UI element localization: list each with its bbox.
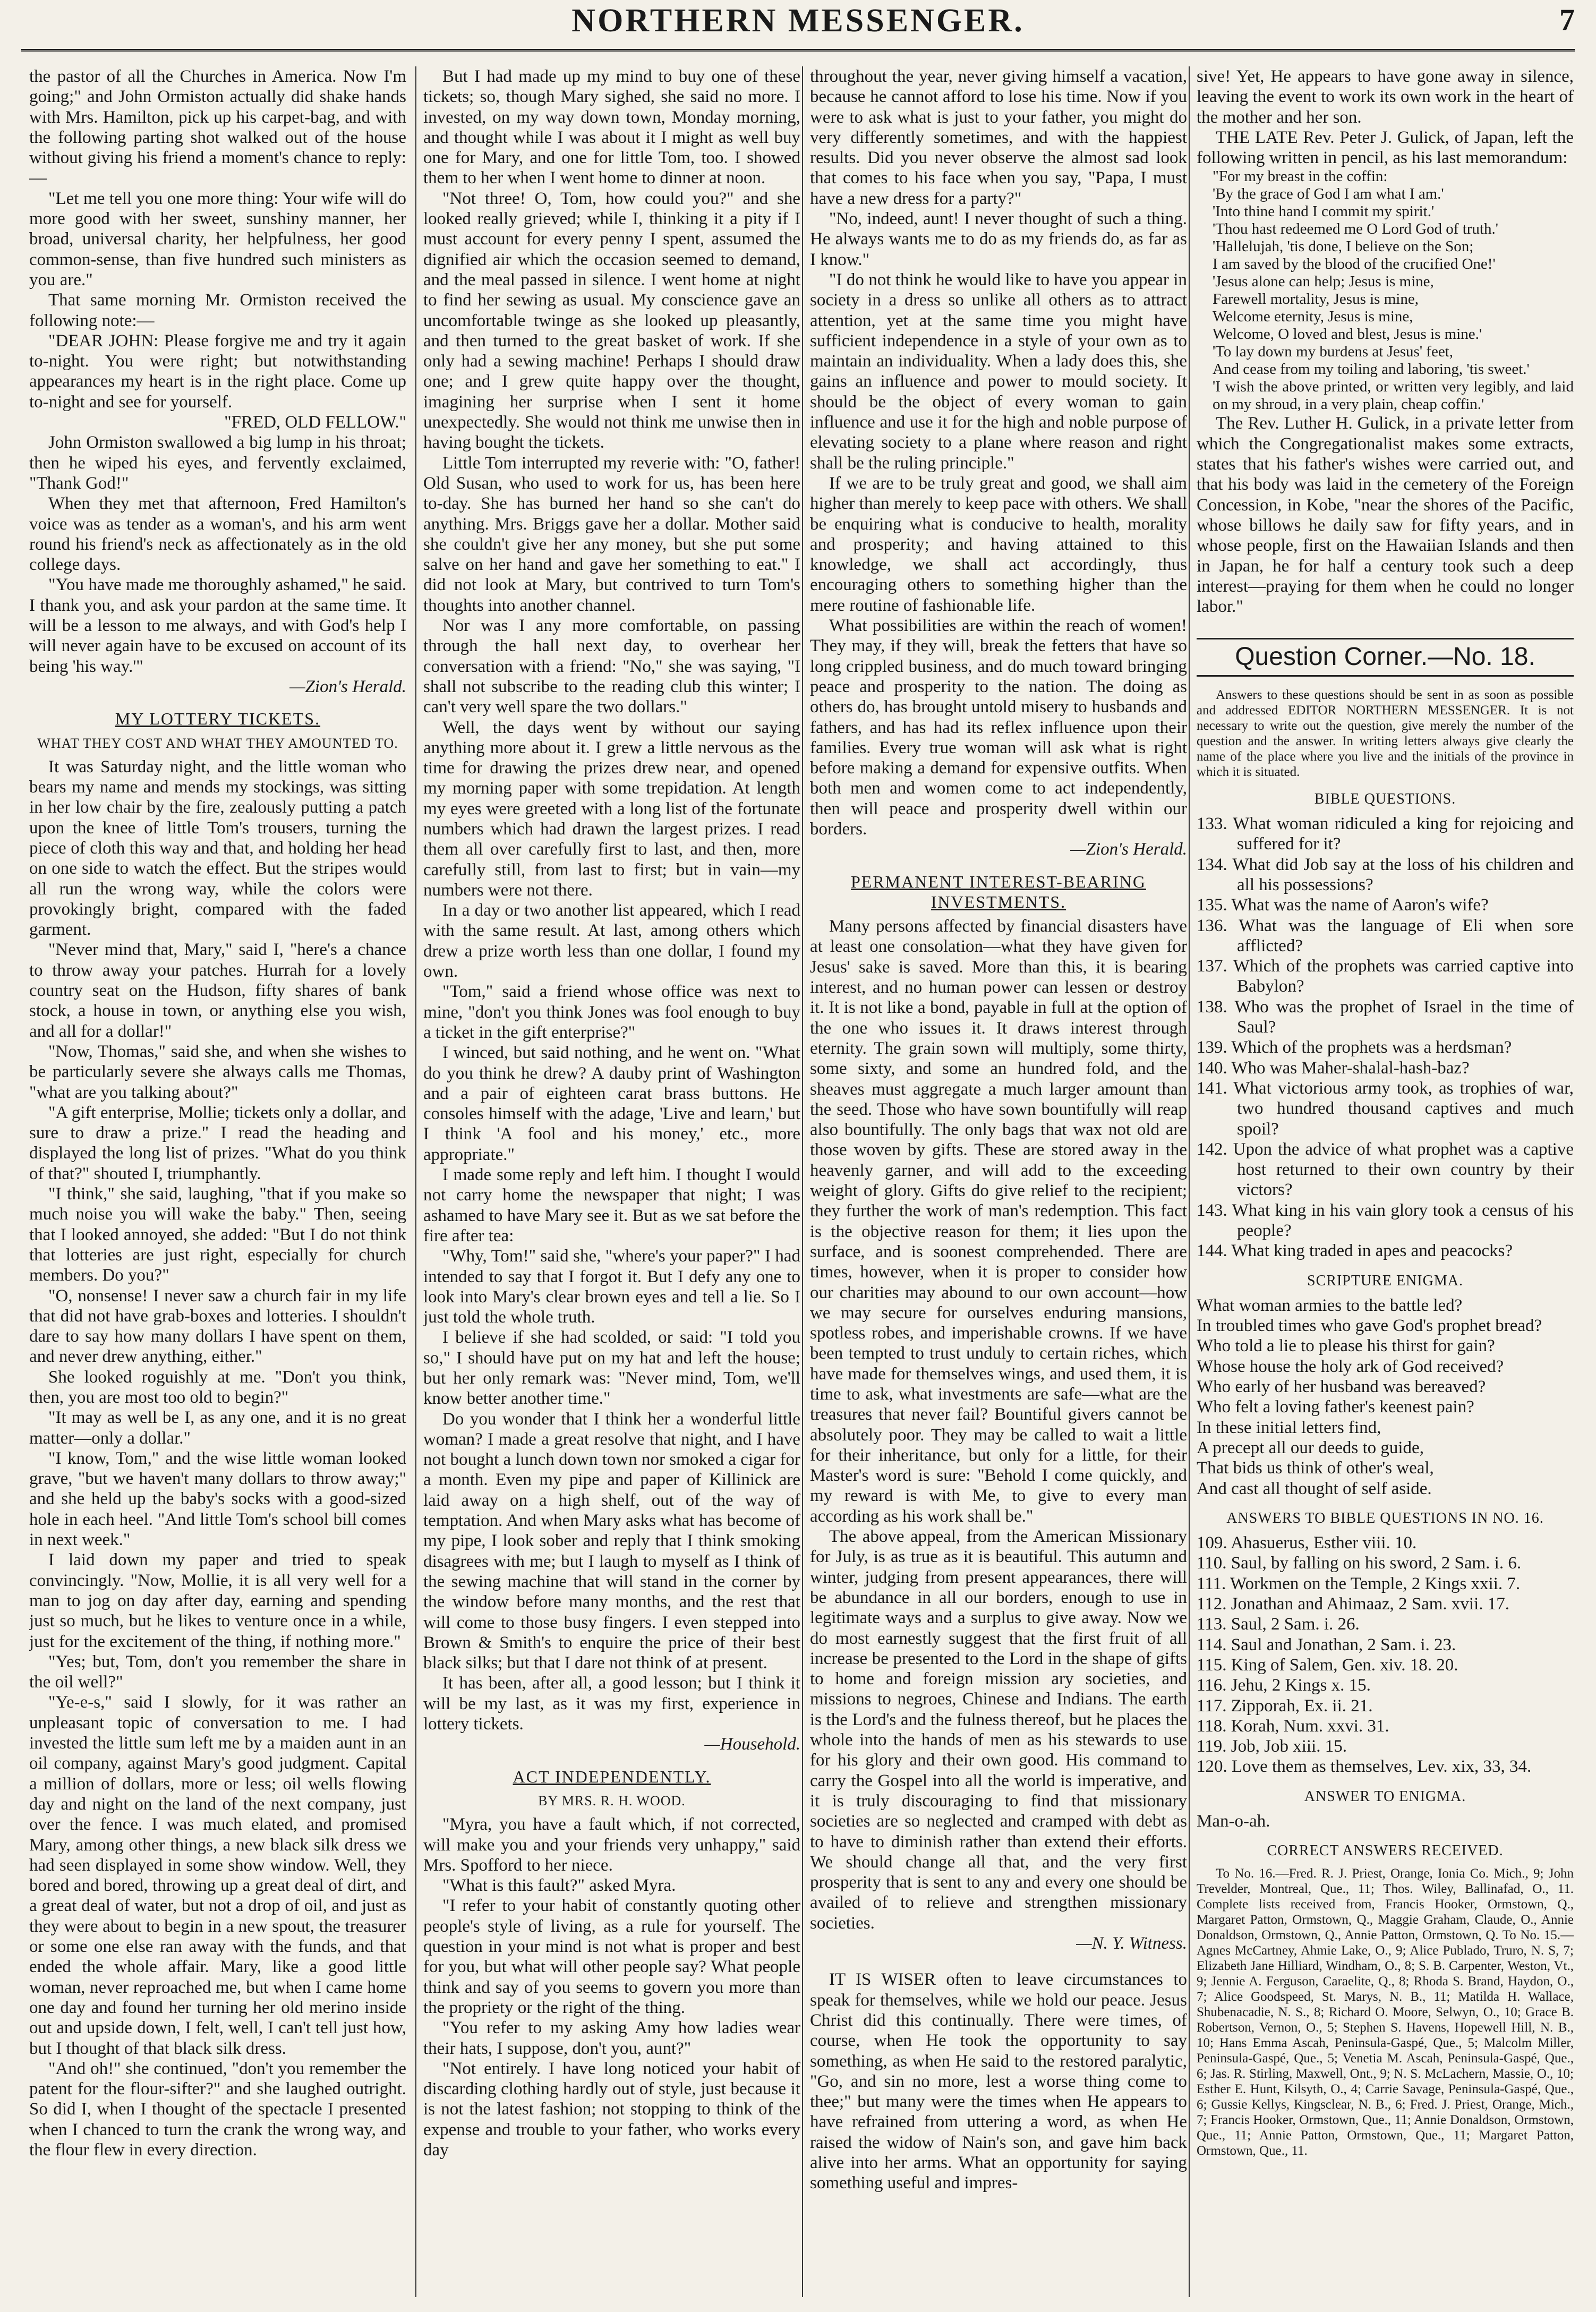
paragraph: "Never mind that, Mary," said I, "here's a chance to throw away your patches. Hurrah for a lovely country seat on the Hudson, fifty shares of bank stock, a house in town, or anything else you wish, and all for a dollar!" [29,940,406,1041]
paragraph: I made some reply and left him. I thought I would not carry home the newspaper that night; I was ashamed to have Mary see it. But as we sat before the fire after tea: [423,1165,800,1245]
answer-item: 110. Saul, by falling on his sword, 2 Sam. i. 6. [1197,1554,1522,1573]
section-heading: SCRIPTURE ENIGMA. [1307,1272,1463,1289]
paragraph: When they met that afternoon, Fred Hamilton's voice was as tender as a woman's, and his arm went round his friend's neck as affectionately as in the old college days. [29,494,406,575]
verse-line: Welcome, O loved and blest, Jesus is mine.' [1213,326,1482,343]
article-source: —Household. [704,1735,800,1754]
paragraph: "Not entirely. I have long noticed your habit of discarding clothing hardly out of style, just because it is not the latest fashion; not stopping to think of the expense and trouble to your father, who works every day [423,2059,800,2160]
paragraph: It has been, after all, a good lesson; but I think it will be my last, as it was my first, experience in lottery tickets. [423,1674,800,1734]
paragraph: That same morning Mr. Ormiston received the following note:— [29,291,406,330]
paragraph: "And oh!" she continued, "don't you remember the patent for the flour-sifter?" and she laughed outright. So did I, when I thought of the spectacle I presented when I chanced to turn the crank the wrong way, and the flour flew in every direction. [29,2059,406,2160]
answers-list [1197,1533,1574,1777]
verse-line: 'Into thine hand I commit my spirit.' [1213,203,1435,220]
paragraph: "O, nonsense! I never saw a church fair in my life that did not have grab-boxes and lotteries. I shouldn't dare to say how many dollars I have spent on them, and never drew anything, either." [29,1286,406,1367]
scripture-enigma [1197,1295,1574,1499]
paragraph: "I think," she said, laughing, "that if you make so much noise you will wake the baby." Then, seeing that I looked annoyed, she added: "But I do not think that lotteries are just right, especially for church members. Do you?" [29,1184,406,1285]
question-item: 137. Which of the prophets was carried captive into Babylon? [1197,957,1574,996]
paragraph: "Now, Thomas," said she, and when she wishes to be particularly severe she always calls me Thomas, "what are you talking about?" [29,1042,406,1102]
verse-line: And cease from my toiling and laboring, 'tis sweet.' [1213,361,1530,378]
paragraph: "Why, Tom!" said she, "where's your paper?" I had intended to say that I forgot it. But I defy any one to look into Mary's clear brown eyes and tell a lie. So I just told the whole truth. [423,1247,800,1327]
column-divider [415,66,416,2297]
enigma-line: What woman armies to the battle led? [1197,1295,1463,1315]
paragraph: "It may as well be I, as any one, and it is no great matter—only a dollar." [29,1408,406,1448]
verse-line: 'Thou hast redeemed me O Lord God of truth.' [1213,220,1498,238]
paragraph: I winced, but said nothing, and he went on. "What do you think he drew? A dauby print of Washington and a pair of eighteen carat brass buttons. He consoles himself with the adage, 'Live and learn,' but I think 'A fool and his money,' etc., more appropriate." [423,1043,800,1164]
enigma-line: Who told a lie to please his thirst for gain? [1197,1336,1495,1356]
paragraph: "Ye-e-s," said I slowly, for it was rather an unpleasant topic of conversation to me. I had invested the little sum left me by a maiden aunt in an oil company, against Mary's good judgment. Capital a million of dollars, more or less; oil wells flowing day and night on the land of the next company, just over the fence. I was much elated, and promised Mary, among other things, a new black silk dress we had seen displayed in some show window. Well, they bored and bored, throwing up a great deal of dirt, and a great deal of water, but not a drop of oil, and just as they were about to begin in a new spout, the treasurer or some one else ran away with the funds, and that ended the whole affair. Mary, like a good little woman, never reproached me, but when I came home one day and found her turning her old merino inside out and upside down, I felt, well, I can't tell just how, but I thought of that black silk dress. [29,1693,406,2058]
verse-line: 'To lay down my burdens at Jesus' feet, [1213,343,1453,361]
question-item: 141. What victorious army took, as trophies of war, two hundred thousand captives and much spoil? [1197,1078,1574,1139]
answer-item: 115. King of Salem, Gen. xiv. 18. 20. [1197,1655,1458,1675]
paragraph: If we are to be truly great and good, we shall aim higher than merely to keep pace with others. We shall be enquiring what is conducive to health, morality and prosperity; and having attained to this knowledge, we shall act accordingly, thus encouraging others to something higher than the mere routine of fashionable life. [810,473,1187,615]
paragraph: "No, indeed, aunt! I never thought of such a thing. He always wants me to do as my friends do, as far as I know." [810,209,1187,269]
paragraph: Do you wonder that I think her a wonderful little woman? I made a great resolve that night, and I have not bought a lunch down town nor smoked a cigar for a month. Even my pipe and paper of Killinick are laid away on a high shelf, out of the way of temptation. And when Mary asks what has become of my pipe, I look sober and reply that I think smoking disagrees with me; but I laugh to myself as I think of the sewing machine that will stand in the corner by the window before many months, and the rest that will come to those busy fingers. I even stepped into Brown & Smith's to enquire the price of their best black silks; but that I dare not think of at present. [423,1409,800,1673]
section-heading: ANSWER TO ENIGMA. [1304,1788,1466,1805]
article-subheading: WHAT THEY COST AND WHAT THEY AMOUNTED TO. [37,735,398,751]
paragraph: John Ormiston swallowed a big lump in his throat; then he wiped his eyes, and fervently exclaimed, "Thank God!" [29,433,406,493]
question-item: 134. What did Job say at the loss of his children and all his possessions? [1197,855,1574,894]
paragraph: It was Saturday night, and the little woman who bears my name and mends my stockings, was sitting in her low chair by the fire, zealously putting a patch upon the knee of little Tom's trousers, turning the piece of cloth this way and that, and holding her head on one side to watch the effect. But the stripes would all run the wrong way, while the colors were provokingly bright, compared with the faded garment. [29,757,406,940]
question-item: 142. Upon the advice of what prophet was a captive host returned to their own country by their victors? [1197,1139,1574,1200]
column-4 [1197,66,1574,2297]
question-item: 136. What was the language of Eli when sore afflicted? [1197,916,1574,955]
column-1 [29,66,406,2297]
paragraph: "Tom," said a friend whose office was next to mine, "don't you think Jones was fool enough to buy a ticket in the gift enterprise?" [423,982,800,1042]
paragraph: "I refer to your habit of constantly quoting other people's style of living, as a rule for yourself. The question in your mind is not what is proper and best for you, but what will other people say? What people think and say of you seems to govern you more than the propriety or the right of the thing. [423,1896,800,2017]
question-item: 144. What king traded in apes and peacocks? [1197,1241,1513,1261]
paragraph: "You refer to my asking Amy how ladies wear their hats, I suppose, don't you, aunt?" [423,2018,800,2058]
paragraph: In a day or two another list appeared, which I read with the same result. At last, among others which drew a prize worth less than one dollar, I found my own. [423,901,800,982]
paragraph: Little Tom interrupted my reverie with: "O, father! Old Susan, who used to work for us, has been here to-day. She has burned her hand so she can't do anything. Mrs. Briggs gave her a dollar. Mother said she couldn't give her any money, but she put some salve on her hand and gave her something to eat." I did not look at Mary, but contrived to turn Tom's thoughts into another channel. [423,453,800,615]
paragraph: "You have made me thoroughly ashamed," he said. I thank you, and ask your pardon at the same time. It will be a lesson to me always, and with God's help I will never again have to be excused on account of its being 'his way.'" [29,575,406,676]
paragraph: Well, the days went by without our saying anything more about it. I grew a little nervous as the time for drawing the prizes drew near, and opened my morning paper with some trepidation. At length my eyes were greeted with a long list of the fortunate numbers which had drawn the largest prizes. I read them all over carefully first to last, and then, more carefully still, from last to first; but in vain—my numbers were not there. [423,718,800,900]
enigma-line: Whose house the holy ark of God received? [1197,1357,1504,1376]
question-corner-note: Answers to these questions should be sent in as soon as possible and addressed EDITOR NORTHERN MESSENGER. It is not necessary to write out the question, give merely the number of the question and the answer. In writing letters always give clearly the name of the place where you live and the initials of the province in which it is situated. [1197,687,1574,779]
paragraph: sive! Yet, He appears to have gone away in silence, leaving the event to work its own work in the heart of the mother and her son. [1197,67,1574,127]
question-item: 139. Which of the prophets was a herdsman? [1197,1038,1512,1057]
question-item: 138. Who was the prophet of Israel in the time of Saul? [1197,997,1574,1037]
enigma-line: That bids us think of other's weal, [1197,1458,1434,1478]
article-heading: ACT INDEPENDENTLY. [513,1767,711,1786]
paragraph: "Yes; but, Tom, don't you remember the share in the oil well?" [29,1652,406,1692]
paragraph: The above appeal, from the American Missionary for July, is as true as it is beautiful. This autumn and winter, judging from present appearances, there will be abundance in all our borders, enough to use in legitimate ways and a surplus to give away. Now we do most earnestly suggest that the first fruit of all increase be presented to the Lord in the shape of gifts to home and foreign mission ary societies, and missions to negroes, Chinese and Indians. The earth is the Lord's and the fulness thereof, but he places the whole into the hands of men as his stewards to use for his glory and their own good. His command to carry the Gospel into all the world is imperative, and it is truly discouraging to find that missionary societies are so neglected and cramped with debt as to have to diminish rather than extend their efforts. We should change all that, and the very first prosperity that is sent to any and every one should be availed of to relieve and strengthen missionary societies. [810,1527,1187,1933]
enigma-line: And cast all thought of self aside. [1197,1479,1432,1498]
question-item: 135. What was the name of Aaron's wife? [1197,895,1489,915]
column-3 [810,66,1187,2297]
section-heading: CORRECT ANSWERS RECEIVED. [1267,1842,1504,1859]
answer-item: 118. Korah, Num. xxvi. 31. [1197,1716,1389,1736]
answer-item: 109. Ahasuerus, Esther viii. 10. [1197,1533,1417,1553]
paragraph: "I do not think he would like to have you appear in society in a dress so unlike all others as to attract attention, yet at the same time you might have sufficient independence in a style of your own as to maintain an individuality. When a lady does this, she gains an influence and power to mould society. It should be the object of every woman to gain influence and use it for the high and noble purpose of elevating society to a plane where reason and right shall be the ruling principle." [810,270,1187,473]
section-heading: ANSWERS TO BIBLE QUESTIONS IN NO. 16. [1226,1509,1544,1526]
correct-answers-list: To No. 16.—Fred. R. J. Priest, Orange, Ionia Co. Mich., 9; John Trevelder, Montreal, Que., 11; Thos. Wiley, Ballinafad, O., 11. Complete lists received from, Francis Hooker, Ormstown, Q., Margaret Patton, Ormstown, Q., Maggie Graham, Claude, O., Annie Donaldson, Ormstown, Q., Annie Patton, Ormstown, Q. To No. 15.—Agnes McCartney, Ahmie Lake, O., 9; Alice Publado, Truro, N. S, 7; Elizabeth Jane Hilliard, Windham, O., 8; S. B. Carpenter, Weston, Vt., 9; Jennie A. Ferguson, Caraelite, Q., 8; Rhoda S. Brand, Haydon, O., 7; Alice Goodspeed, St. Marys, N. B., 11; Matilda H. Wallace, Shubenacadie, N. S., 8; Richard O. Moore, Selwyn, O., 10; Grace B. Robertson, Vernon, O., 5; Stephen S. Havens, Hopewell Hill, N. B., 10; Hans Emma Ascah, Peninsula-Gaspé, Que., 5; Malcolm Miller, Peninsula-Gaspé, Que., 5; Venetia M. Ascah, Peninsula-Gaspé, Que., 6; Jas. R. Stirling, Maxwell, Ont., 9; N. S. McLachern, Massie, O., 10; Esther E. Hunt, Kilsyth, O., 4; Carrie Savage, Peninsula-Gaspé, Que., 6; Gussie Kellys, Kingsclear, N. B., 6; Fred. J. Priest, Orange, Mich., 7; Francis Hooker, Ormstown, Que., 11; Annie Donaldson, Ormstown, Que., 11; Annie Patton, Ormstown, Que., 11; Margaret Patton, Ormstown, Que., 11. [1197,1866,1574,2158]
answer-item: 113. Saul, 2 Sam. i. 26. [1197,1615,1360,1634]
paragraph: "Myra, you have a fault which, if not corrected, will make you and your friends very unhappy," said Mrs. Spofford to her niece. [423,1815,800,1875]
verse-line: Farewell mortality, Jesus is mine, [1213,291,1419,308]
answer-item: 120. Love them as themselves, Lev. xix, 33, 34. [1197,1757,1532,1777]
verse-line: 'By the grace of God I am what I am.' [1213,185,1444,203]
paragraph: But I had made up my mind to buy one of these tickets; so, though Mary sighed, she said no more. I invested, on my way down town, Monday morning, and thought while I was about it I might as well buy one for Mary, and one for little Tom, too. I showed them to her when I went home to dinner at noon. [423,67,800,188]
verse-line: I am saved by the blood of the crucified One!' [1213,255,1496,273]
paragraph: Many persons affected by financial disasters have at least one consolation—what they have given for Jesus' sake is saved. More than this, it is bearing interest, and no human power can lessen or destroy it. It is not like a bond, payable in full at the option of the one who issues it. It draws interest through eternity. The grain sown will multiply, some thirty, some sixty, and some an hundred fold, and the sheaves must aggregate a much larger amount than the seed. Those who have sown bountifully will reap also bountifully. The only bags that wax not old are those woven by gifts. These are stored away in the heavenly garner, and will add to the exceeding weight of glory. Gifts do give relief to the recipient; they further the work of man's redemption. This fact is the objective reason for them; it lies upon the surface, and is soonest comprehended. There are times, however, when it is proper to consider how our charities may abound to our own account—how we may secure for ourselves enduring mansions, spotless robes, and imperishable crowns. If we have been tempted to trust unduly to certain riches, which have made for themselves wings, and used them, it is time to ask, what investments are safe—what are the treasures that never fail? Bountiful givers cannot be absolutely poor. They may be called to wait a little for their inheritance, but only for a little, for their Master's word is sure: "Behold I come quickly, and my reward is with Me, to give to every man according as his work shall be." [810,917,1187,1526]
answer-item: 112. Jonathan and Ahimaaz, 2 Sam. xvii. 17. [1197,1594,1510,1614]
question-corner-title: Question Corner.—No. 18. [1197,638,1574,676]
masthead [0,0,1596,48]
enigma-answer: Man-o-ah. [1197,1812,1270,1831]
paragraph: What possibilities are within the reach of women! They may, if they will, break the fetters that have so long crippled business, and do much toward bringing peace and prosperity to the nation. The doing as others do, has brought untold misery to husbands and fathers, and has had its reflex influence upon their families. Every true woman will ask what is right before making a demand for expensive outfits. When both men and women come to act independently, then will peace and prosperity dwell within our borders. [810,616,1187,839]
article-source: —N. Y. Witness. [1076,1934,1187,1953]
answer-item: 119. Job, Job xiii. 15. [1197,1737,1347,1756]
paragraph: I believe if she had scolded, or said: "I told you so," I should have put on my hat and left the house; but her only remark was: "Never mind, Tom, we'll know better another time." [423,1328,800,1409]
newspaper-title: NORTHERN MESSENGER. [571,3,1025,39]
paragraph: THE LATE Rev. Peter J. Gulick, of Japan, left the following written in pencil, as his last memorandum: [1197,127,1574,168]
paragraph: the pastor of all the Churches in America. Now I'm going;" and John Ormiston actually did shake hands with Mrs. Hamilton, pick up his carpet-bag, and with the following parting shot walked out of the house without giving his friend a moment's chance to reply:— [29,67,406,188]
paragraph: "Not three! O, Tom, how could you?" and she looked really grieved; while I, thinking it a pity if I must account for every penny I spent, assumed the dignified air which the occasion seemed to demand, and the meal passed in silence. I went home at night to find her sewing as usual. My conscience gave an uncomfortable twinge as she looked up pleasantly, and then turned to the great basket of work. If she only had a sewing machine! Perhaps I should draw one; and I grew quite happy over the thought, imagining her surprise when I sent it home unexpectedly. She would not think me unwise then in having bought the tickets. [423,189,800,453]
paragraph: "A gift enterprise, Mollie; tickets only a dollar, and sure to draw a prize." I read the heading and displayed the long list of prizes. "What do you think of that?" shouted I, triumphantly. [29,1103,406,1183]
paragraph: She looked roguishly at me. "Don't you think, then, you are most too old to begin?" [29,1367,406,1407]
letter-text: "DEAR JOHN: Please forgive me and try it again to-night. You were right; but notwithstanding appearances my heart is in the right place. Come up to-night and see for yourself. [29,331,406,412]
paragraph: IT IS WISER often to leave circumstances to speak for themselves, while we hold our peace. Jesus Christ did this continually. There were times, of course, when He took the opportunity to say something, as when He said to the restored paralytic, "Go, and sin no more, lest a worse thing come to thee;" but many were the times when He appears to have refrained from uttering a word, as when He raised the widow of Nain's son, and gave him back alive into her arms. What an opportunity for saying something useful and impres- [810,1970,1187,2193]
enigma-line: In these initial letters find, [1197,1418,1381,1437]
article-heading: MY LOTTERY TICKETS. [115,709,321,729]
paragraph: The Rev. Luther H. Gulick, in a private letter from which the Congregationalist makes some extracts, states that his father's wishes were carried out, and that his body was laid in the cemetery of the Foreign Concession, in Kobe, "near the shores of the Pacific, whose billows he daily saw for fifty years, and in whose people, first on the Hawaiian Islands and then in Japan, he for half a century took such a deep interest—praying for them when he could no longer labor." [1197,414,1574,617]
page-number: 7 [1559,3,1575,37]
column-2 [423,66,800,2297]
column-divider [1189,66,1190,2297]
paragraph: "Let me tell you one more thing: Your wife will do more good with her sweet, sunshiny manner, her broad, universal charity, her helpfulness, her good common-sense, than five hundred such ministers as you are." [29,189,406,289]
paragraph: Nor was I any more comfortable, on passing through the hall next day, to overhear her conversation with a friend: "No," she was saying, "I shall not subscribe to the reading club this winter; I can't very well spare the two dollars." [423,616,800,717]
paragraph: I laid down my paper and tried to speak convincingly. "Now, Mollie, it is all very well for a man to jog on day after day, earning and spending just so much, but he likes to venture once in a while, just for the excitement of the thing, if nothing more." [29,1550,406,1651]
answer-item: 114. Saul and Jonathan, 2 Sam. i. 23. [1197,1635,1456,1654]
verse-line: Welcome eternity, Jesus is mine, [1213,308,1413,326]
verse-line: 'Jesus alone can help; Jesus is mine, [1213,273,1434,291]
article-source: —Zion's Herald. [289,677,406,696]
question-item: 140. Who was Maher-shalal-hash-baz? [1197,1058,1470,1078]
enigma-line: Who felt a loving father's keenest pain? [1197,1397,1474,1417]
article-byline: BY MRS. R. H. WOOD. [538,1793,686,1808]
question-item: 133. What woman ridiculed a king for rejoicing and suffered for it? [1197,814,1574,854]
enigma-line: In troubled times who gave God's prophet bread? [1197,1316,1542,1336]
section-heading: BIBLE QUESTIONS. [1314,790,1456,807]
letter-signature: "FRED, OLD FELLOW." [224,413,406,432]
verse-line: "For my breast in the coffin: [1213,168,1388,185]
memorandum-verse [1197,168,1574,413]
paragraph: "I know, Tom," and the wise little woman looked grave, "but we haven't many dollars to throw away;" and she held up the baby's socks with a good-sized hole in each heel. "And little Tom's school bill comes in next week." [29,1448,406,1550]
verse-line: 'Hallelujah, 'tis done, I believe on the Son; [1213,238,1474,255]
bible-questions-list [1197,814,1574,1261]
enigma-line: A precept all our deeds to guide, [1197,1438,1424,1457]
verse-line: 'I wish the above printed, or written very legibly, and laid on my shroud, in a very plain, cheap coffin.' [1213,378,1574,413]
answer-item: 116. Jehu, 2 Kings x. 15. [1197,1676,1371,1695]
answer-item: 117. Zipporah, Ex. ii. 21. [1197,1696,1373,1716]
article-source: —Zion's Herald. [1070,840,1187,859]
article-heading: PERMANENT INTEREST-BEARING INVESTMENTS. [850,872,1146,911]
paragraph: throughout the year, never giving himself a vacation, because he cannot afford to lose his time. Now if you were to ask what is just to your father, you might do very differently sometimes, and with the happiest results. Did you never observe the almost sad look that comes to his face when you say, "Papa, I must have a new dress for a party?" [810,67,1187,208]
column-divider [802,66,803,2297]
question-item: 143. What king in his vain glory took a census of his people? [1197,1200,1574,1240]
enigma-line: Who early of her husband was bereaved? [1197,1377,1486,1397]
masthead-rule [21,49,1575,52]
answer-item: 111. Workmen on the Temple, 2 Kings xxii. 7. [1197,1574,1521,1593]
paragraph: "What is this fault?" asked Myra. [442,1876,676,1896]
